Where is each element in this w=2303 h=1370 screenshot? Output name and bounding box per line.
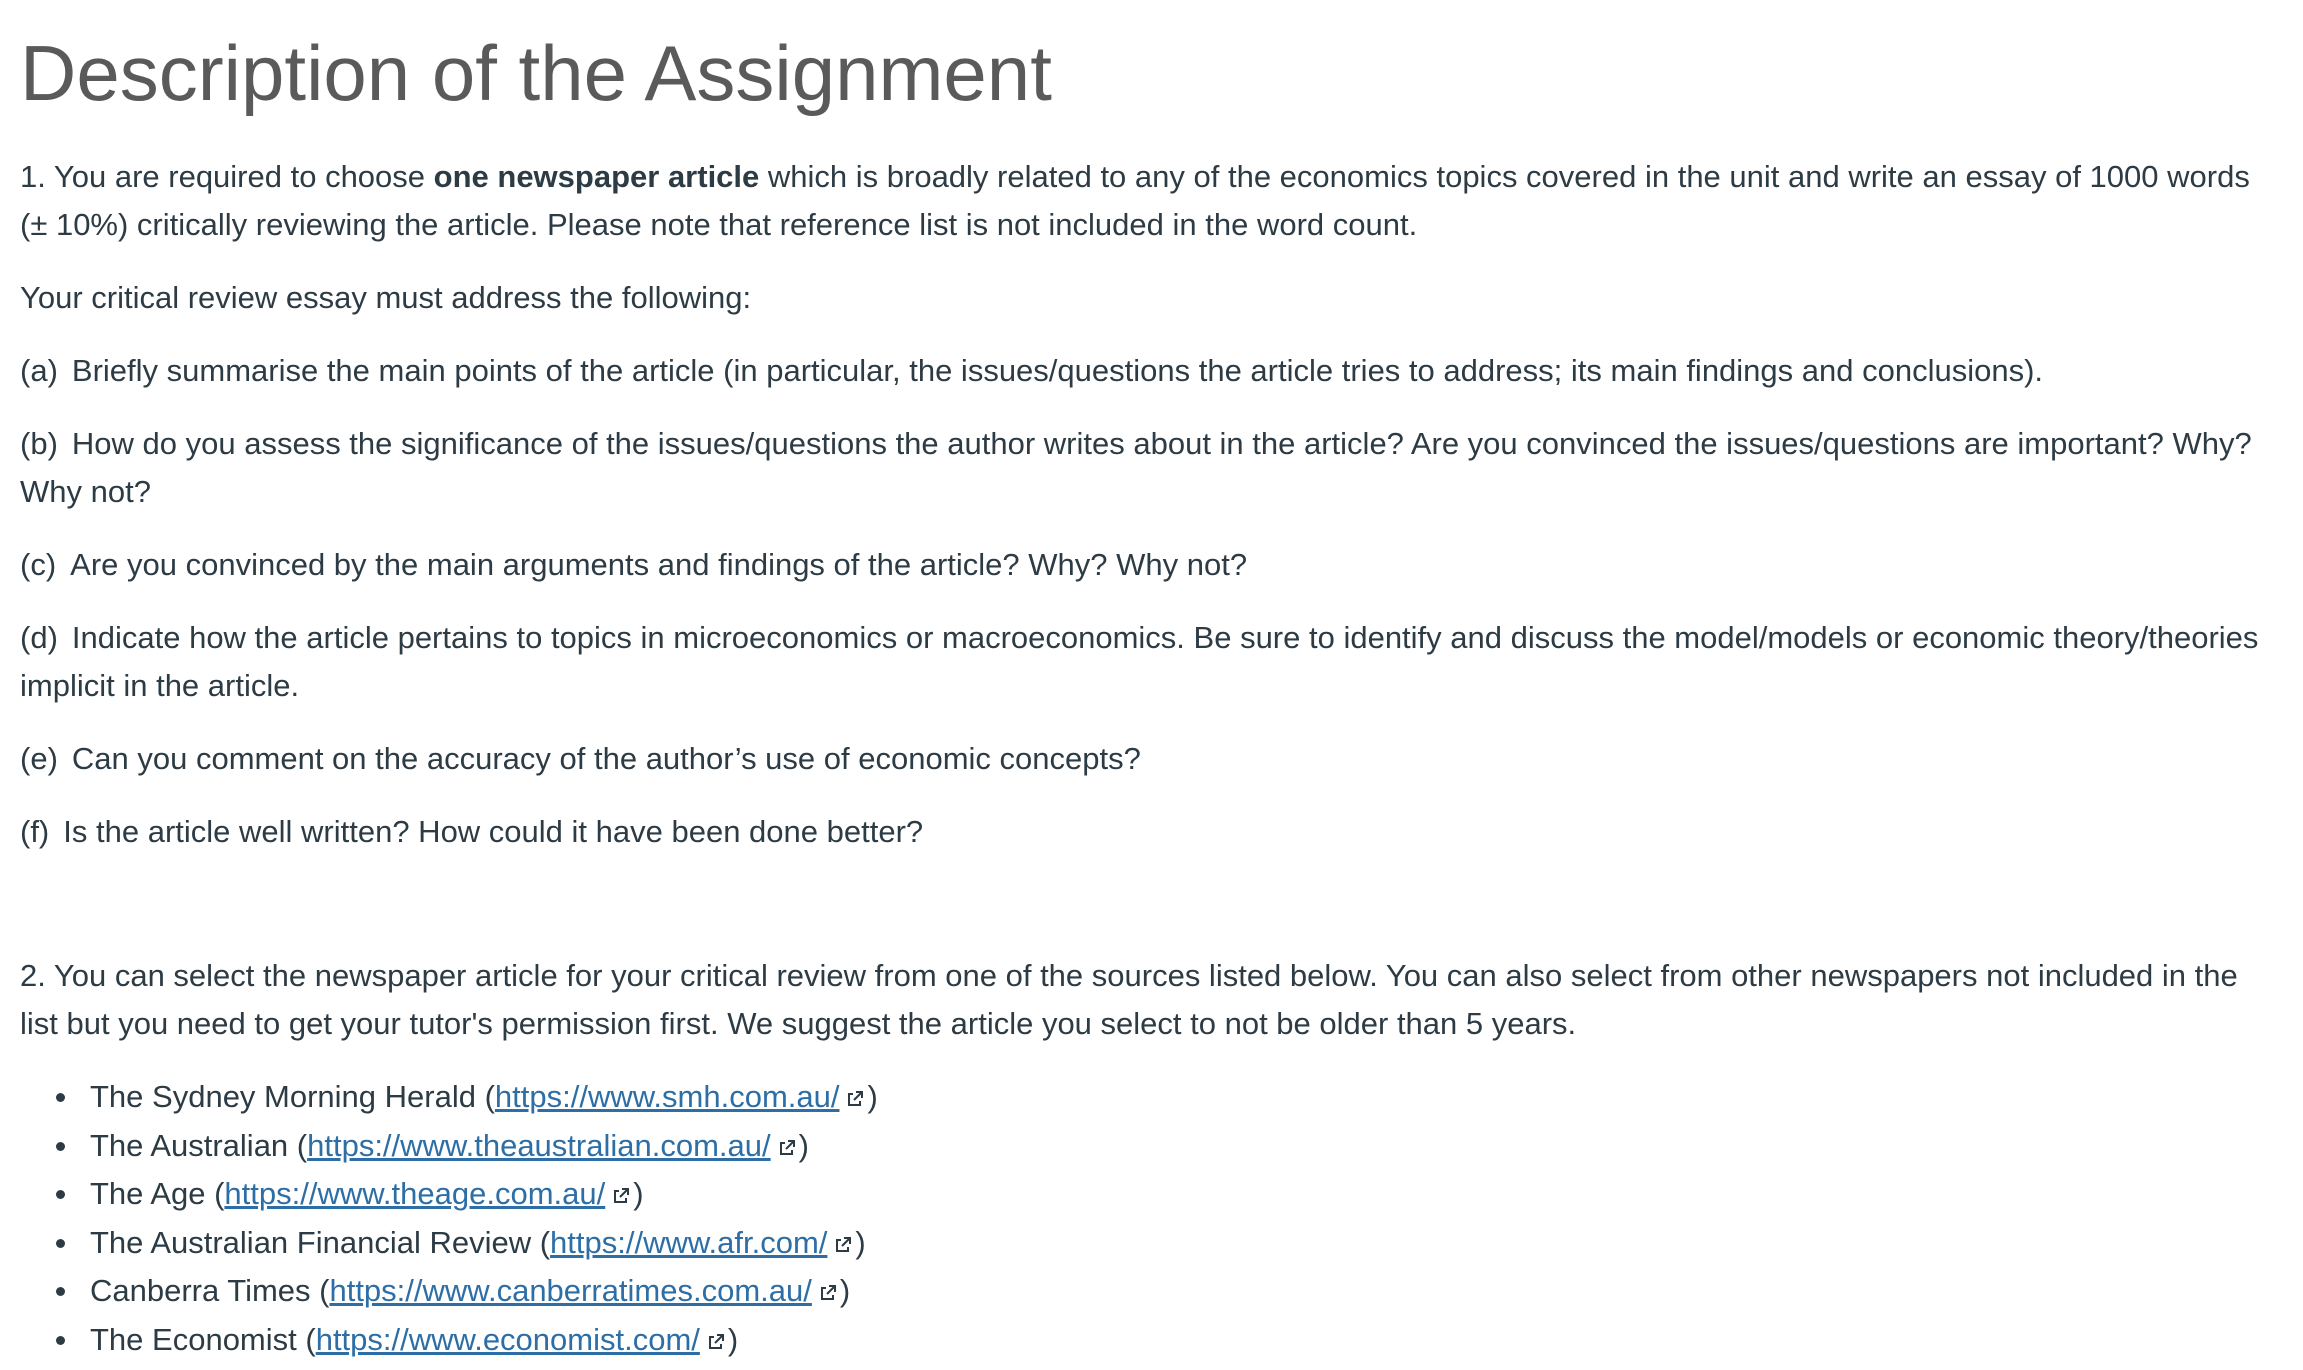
source-link[interactable]: https://www.afr.com/ xyxy=(550,1224,828,1260)
list-item: The Economist (https://www.economist.com/ ) xyxy=(50,1316,2283,1365)
question-label: (b) xyxy=(20,426,58,462)
question-a xyxy=(20,347,2283,395)
list-item: Canberra Times (https://www.canberratimes.com.au/ ) xyxy=(50,1267,2283,1316)
source-link[interactable]: https://www.theage.com.au/ xyxy=(224,1176,606,1212)
question-d xyxy=(20,614,2283,710)
source-link[interactable]: https://www.smh.com.au/ xyxy=(494,1079,840,1115)
external-link-icon[interactable] xyxy=(777,1138,797,1158)
external-link-icon[interactable] xyxy=(833,1235,853,1255)
question-label: (a) xyxy=(20,353,58,389)
list-item: The Age (https://www.theage.com.au/ ) xyxy=(50,1170,2283,1219)
source-name: The Economist xyxy=(90,1321,297,1357)
question-e xyxy=(20,735,2283,783)
question-text: How do you assess the significance of the issues/questions the author writes about in the article? Are you convinced the issues/questions are important? Why? Why not? xyxy=(20,426,2252,510)
source-name: Canberra Times xyxy=(90,1273,311,1309)
intro-prefix: 1. You are required to choose xyxy=(20,159,434,195)
source-link[interactable]: https://www.canberratimes.com.au/ xyxy=(329,1273,812,1309)
question-text: Briefly summarise the main points of the article (in particular, the issues/questions the article tries to address; its main findings and conclusions). xyxy=(71,353,2044,389)
bullet-icon xyxy=(56,1239,65,1248)
source-name: The Age xyxy=(90,1176,206,1212)
question-text: Are you convinced by the main arguments and findings of the article? Why? Why not? xyxy=(70,547,1248,583)
intro-bold: one newspaper article xyxy=(433,159,760,195)
sources-intro: 2. You can select the newspaper article for your critical review from one of the sources listed below. You can also select from other newspapers not included in the list but you need to get your tutor's permission first. We suggest the article you select to not be older than 5 years. xyxy=(20,958,2238,1042)
bullet-icon xyxy=(56,1093,65,1102)
list-item: The Australian Financial Review (https://www.afr.com/ ) xyxy=(50,1219,2283,1268)
question-label: (e) xyxy=(20,741,58,777)
source-name: The Australian Financial Review xyxy=(90,1224,532,1260)
source-link[interactable]: https://www.economist.com/ xyxy=(315,1321,700,1357)
source-name: The Australian xyxy=(90,1127,289,1163)
question-label: (c) xyxy=(20,547,57,583)
external-link-icon[interactable] xyxy=(818,1283,838,1303)
bullet-icon xyxy=(56,1336,65,1345)
bullet-icon xyxy=(56,1190,65,1199)
question-label: (f) xyxy=(20,814,50,850)
question-text: Indicate how the article pertains to topics in microeconomics or macroeconomics. Be sure to identify and discuss the model/models or economic theory/theories implicit in the article. xyxy=(20,620,2259,704)
bullet-icon xyxy=(56,1142,65,1151)
external-link-icon[interactable] xyxy=(706,1332,726,1352)
intro-paragraph xyxy=(20,153,2283,249)
list-item: The Australian (https://www.theaustralian.com.au/ ) xyxy=(50,1122,2283,1171)
question-text: Is the article well written? How could it have been done better? xyxy=(63,814,924,850)
question-label: (d) xyxy=(20,620,58,656)
intro-suffix: which is broadly related to any of the economics topics covered in the unit and write an essay of 1000 words (± 10%) critically reviewing the article. Please note that reference list is not included in the word count. xyxy=(20,159,2250,243)
question-b xyxy=(20,420,2283,516)
external-link-icon[interactable] xyxy=(611,1186,631,1206)
question-text: Can you comment on the accuracy of the author’s use of economic concepts? xyxy=(71,741,1141,777)
question-f xyxy=(20,808,2283,856)
external-link-icon[interactable] xyxy=(845,1089,865,1109)
list-item: The Sydney Morning Herald (https://www.smh.com.au/ ) xyxy=(50,1073,2283,1122)
source-link[interactable]: https://www.theaustralian.com.au/ xyxy=(307,1127,771,1163)
question-c xyxy=(20,541,2283,589)
bullet-icon xyxy=(56,1287,65,1296)
source-name: The Sydney Morning Herald xyxy=(90,1079,476,1115)
address-intro: Your critical review essay must address the following: xyxy=(20,280,752,316)
page-title: Description of the Assignment xyxy=(20,29,1052,117)
sources-list xyxy=(20,1073,2283,1364)
